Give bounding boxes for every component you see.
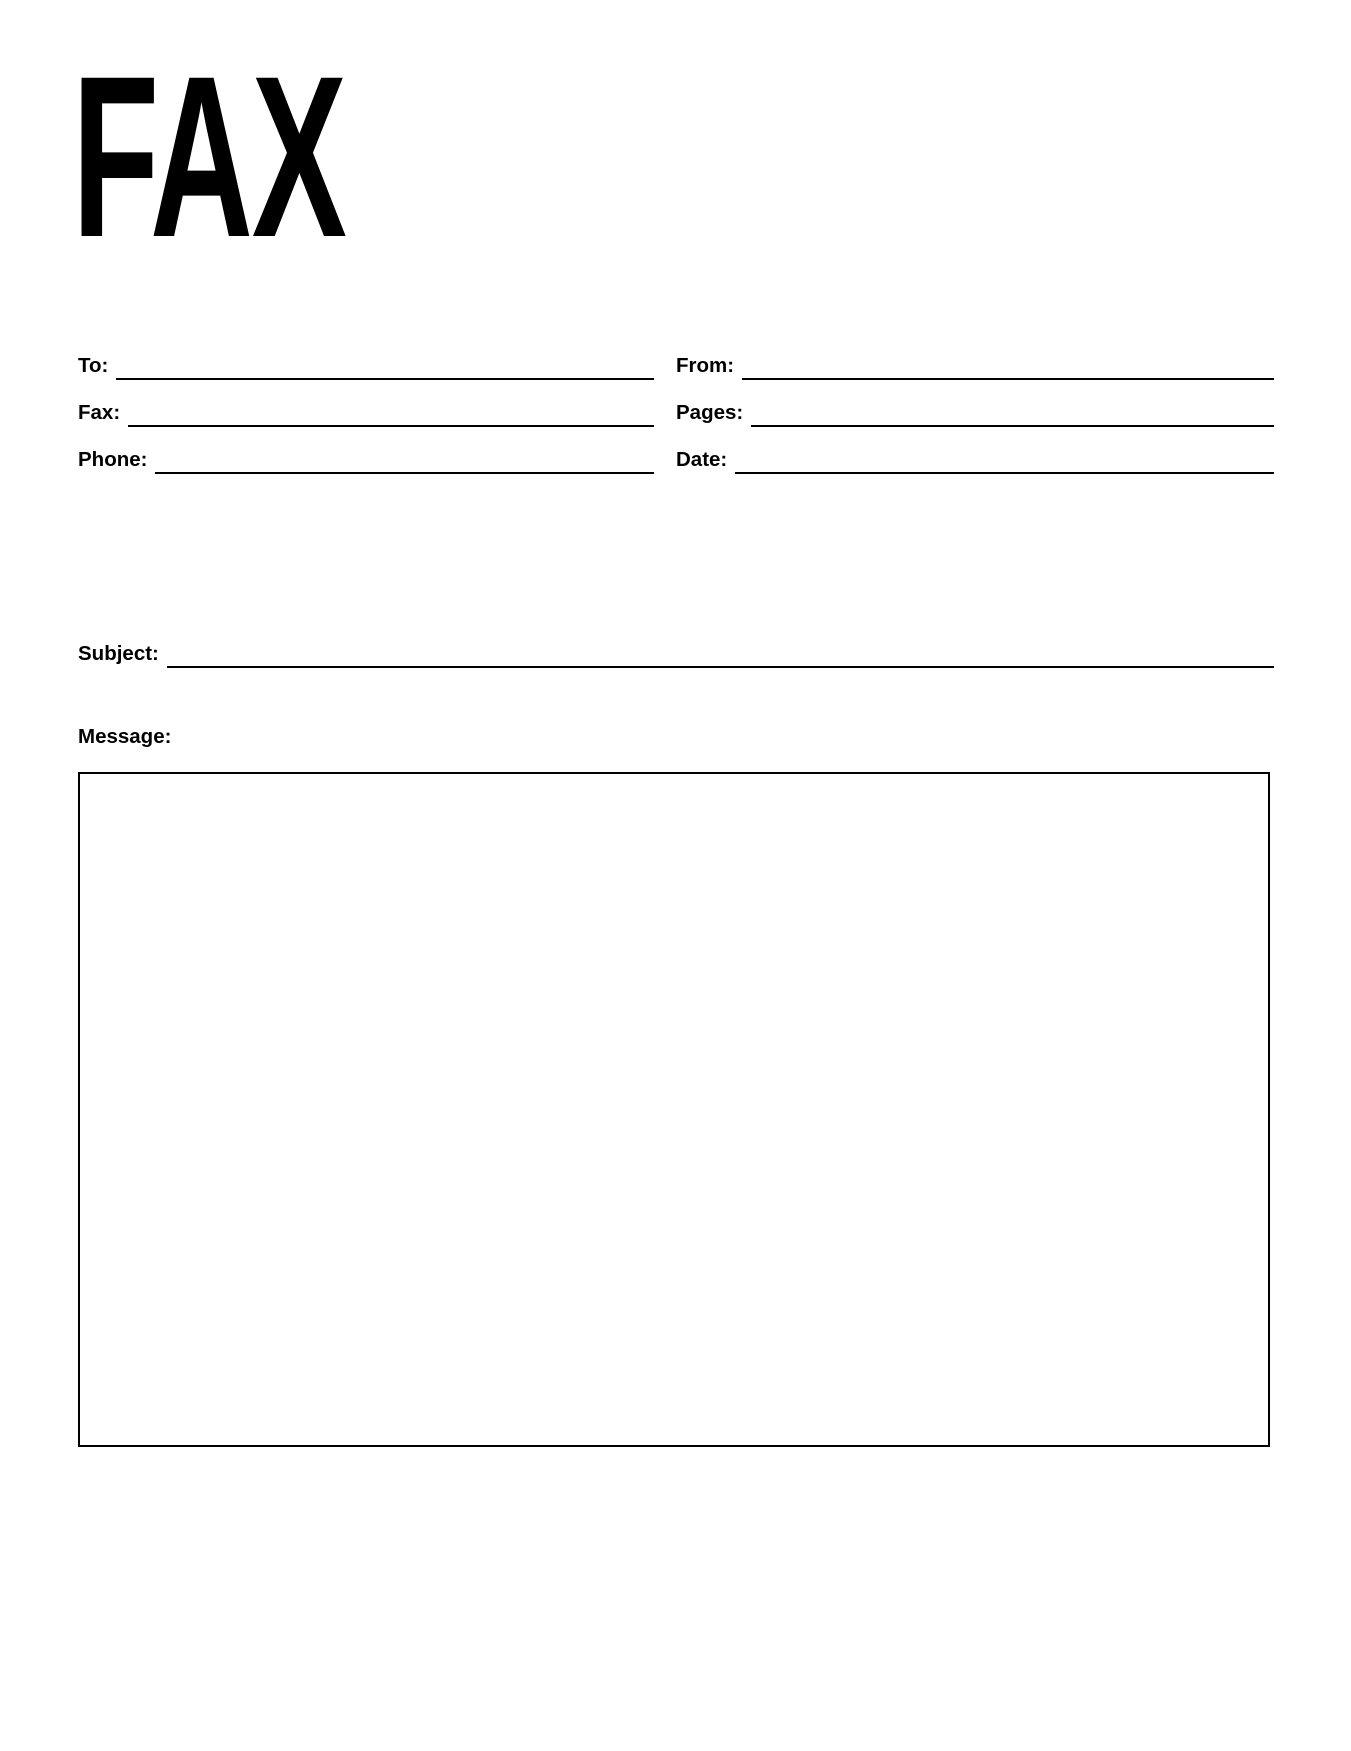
field-subject [78,640,1274,668]
field-label-phone: Phone: [78,448,148,471]
field-to [78,352,676,380]
field-input-fax[interactable] [128,399,654,427]
field-row [78,399,1274,427]
field-row [78,446,1274,474]
field-from [676,352,1274,380]
field-pages [676,399,1274,427]
field-row [78,352,1274,380]
field-label-fax: Fax: [78,401,121,424]
field-label-from: From: [676,354,735,377]
field-input-from[interactable] [742,352,1274,380]
field-label-message: Message: [78,725,172,748]
field-label-to: To: [78,354,109,377]
message-textarea[interactable] [78,772,1270,1447]
field-input-phone[interactable] [155,446,654,474]
field-input-subject[interactable] [167,640,1274,668]
field-date [676,446,1274,474]
field-label-date: Date: [676,448,728,471]
field-label-pages: Pages: [676,401,744,424]
field-input-date[interactable] [735,446,1274,474]
field-input-pages[interactable] [751,399,1274,427]
page-title: FAX [72,28,346,285]
field-label-subject: Subject: [78,642,159,665]
field-fax [78,399,676,427]
field-phone [78,446,676,474]
field-input-to[interactable] [116,352,654,380]
fax-fields [78,352,1274,493]
